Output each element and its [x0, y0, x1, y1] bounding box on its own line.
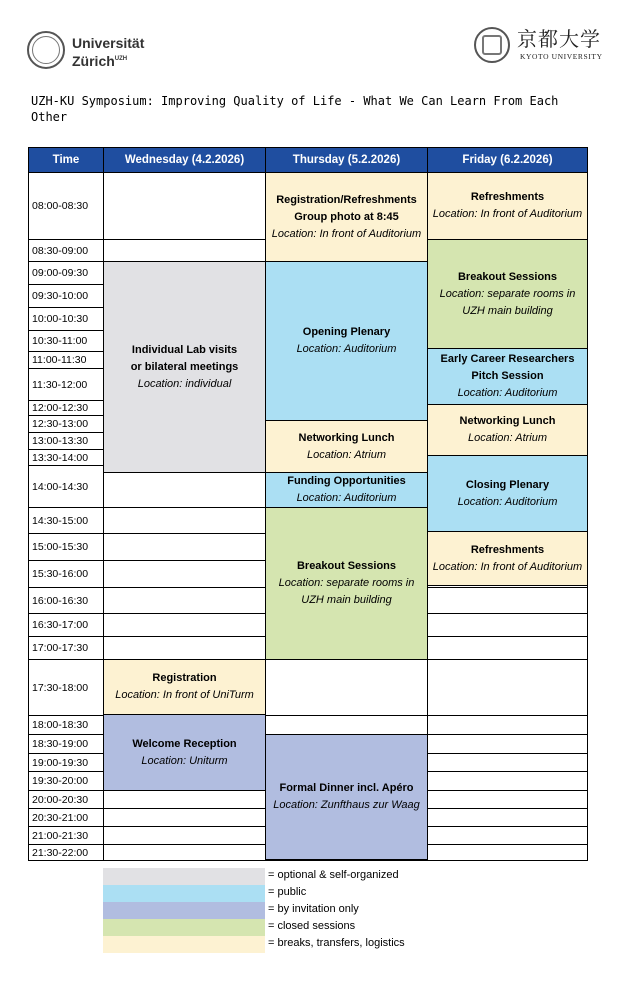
time-cell: 15:00-15:30: [28, 533, 104, 561]
time-cell: 16:30-17:00: [28, 613, 104, 637]
empty-cell: [103, 844, 266, 861]
empty-cell: [103, 172, 266, 240]
legend-swatch-cream: [103, 936, 265, 953]
empty-cell: [427, 613, 588, 637]
legend-label: = by invitation only: [268, 903, 359, 915]
time-cell: 11:00-11:30: [28, 351, 104, 369]
empty-cell: [103, 808, 266, 827]
fri-refreshments2-location: Location: In front of Auditorium: [432, 560, 583, 573]
time-cell: 13:30-14:00: [28, 449, 104, 466]
empty-cell: [427, 734, 588, 754]
time-cell: 14:00-14:30: [28, 465, 104, 508]
empty-cell: [103, 826, 266, 845]
empty-cell: [103, 239, 266, 262]
fri-networking-lunch: [427, 404, 588, 456]
thu-registration: [265, 172, 428, 262]
thu-breakout-location: Location: separate rooms in UZH main building: [278, 577, 415, 606]
fri-refreshments1-location: Location: In front of Auditorium: [432, 208, 583, 220]
thu-breakout-sessions: [265, 507, 428, 660]
empty-cell: [103, 533, 266, 561]
thu-lunch-location: Location: Atrium: [306, 448, 387, 461]
empty-cell: [103, 636, 266, 660]
empty-cell: [427, 844, 588, 861]
time-cell: 09:00-09:30: [28, 261, 104, 285]
time-cell: 12:00-12:30: [28, 400, 104, 416]
time-cell: 09:30-10:00: [28, 284, 104, 308]
thu-funding-title: Funding Opportunities: [287, 475, 406, 487]
legend-swatch-green: [103, 919, 265, 936]
time-cell: 20:00-20:30: [28, 790, 104, 809]
empty-cell: [427, 587, 588, 614]
time-cell: 20:30-21:00: [28, 808, 104, 827]
page-title: UZH-KU Symposium: Improving Quality of Life - What We Can Learn From Each Other: [31, 94, 559, 124]
header-time: Time: [28, 147, 104, 173]
empty-cell: [103, 790, 266, 809]
thu-funding-location: Location: Auditorium: [296, 492, 397, 504]
empty-cell: [427, 790, 588, 809]
time-cell: 17:30-18:00: [28, 659, 104, 716]
time-cell: 13:00-13:30: [28, 432, 104, 450]
fri-early-career-title: Early Career Researchers Pitch Session: [440, 353, 575, 382]
legend-label: = breaks, transfers, logistics: [268, 937, 405, 949]
time-cell: 08:30-09:00: [28, 239, 104, 262]
time-cell: 18:00-18:30: [28, 715, 104, 735]
thu-networking-lunch: [265, 420, 428, 473]
wed-lab-visits-location: Location: individual: [137, 377, 232, 390]
thu-formal-dinner: [265, 734, 428, 860]
empty-cell: [103, 507, 266, 534]
time-cell: 18:30-19:00: [28, 734, 104, 754]
thu-opening-plenary: [265, 261, 428, 421]
empty-cell: [265, 715, 428, 735]
header-thursday: Thursday (5.2.2026): [265, 147, 428, 173]
thu-dinner-title: Formal Dinner incl. Apéro: [279, 782, 414, 794]
fri-refreshments-afternoon: [427, 531, 588, 586]
thu-registration-title: Registration/Refreshments Group photo at 8:45: [276, 193, 417, 223]
legend-label: = public: [268, 886, 307, 898]
thu-opening-title: Opening Plenary: [302, 326, 391, 338]
wed-welcome-reception: [103, 714, 266, 791]
fri-refreshments2-title: Refreshments: [470, 543, 545, 556]
kyoto-logo: [474, 27, 602, 63]
empty-cell: [427, 808, 588, 827]
time-cell: 15:30-16:00: [28, 560, 104, 588]
empty-cell: [427, 715, 588, 735]
time-cell: 17:00-17:30: [28, 636, 104, 660]
empty-cell: [427, 826, 588, 845]
empty-cell: [265, 659, 428, 716]
fri-early-career-pitch: [427, 348, 588, 405]
time-cell: 19:30-20:00: [28, 771, 104, 791]
kyoto-seal-icon: [474, 27, 510, 63]
wed-lab-visits: [103, 261, 266, 473]
fri-breakout-sessions: [427, 239, 588, 349]
fri-breakout-title: Breakout Sessions: [457, 270, 558, 283]
uzh-seal-icon: [27, 31, 65, 69]
time-cell: 16:00-16:30: [28, 587, 104, 614]
time-cell: 08:00-08:30: [28, 172, 104, 240]
uzh-logo-line1: Universität: [72, 35, 145, 51]
wed-welcome-location: Location: Uniturm: [141, 754, 228, 767]
thu-breakout-title: Breakout Sessions: [296, 560, 397, 572]
wed-welcome-title: Welcome Reception: [132, 737, 237, 750]
legend-label: = optional & self-organized: [268, 869, 399, 881]
empty-cell: [103, 560, 266, 588]
wed-registration-title: Registration: [152, 672, 217, 684]
fri-refreshments-morning: [427, 172, 588, 240]
empty-cell: [103, 613, 266, 637]
kyoto-logo-english: KYOTO UNIVERSITY: [520, 52, 603, 61]
fri-early-career-location: Location: Auditorium: [457, 387, 558, 399]
wed-registration-location: Location: In front of UniTurm: [115, 689, 254, 701]
wed-registration: [103, 659, 266, 715]
time-cell: 21:30-22:00: [28, 844, 104, 861]
time-cell: 12:30-13:00: [28, 415, 104, 433]
thu-funding-opportunities: [265, 472, 428, 508]
uzh-logo-line2: Zürich$^{UZH}$: [72, 53, 128, 69]
schedule-table: [28, 147, 588, 860]
kyoto-logo-japanese: 京都大学: [517, 27, 601, 51]
empty-cell: [427, 753, 588, 772]
fri-breakout-location: Location: separate rooms in UZH main building: [439, 287, 576, 317]
empty-cell: [427, 636, 588, 660]
header-wednesday: Wednesday (4.2.2026): [103, 147, 266, 173]
fri-refreshments1-title: Refreshments: [470, 191, 545, 203]
wed-lab-visits-title: Individual Lab visits or bilateral meetings: [130, 343, 239, 373]
time-cell: 10:30-11:00: [28, 330, 104, 352]
legend-swatch-light-blue: [103, 885, 265, 902]
fri-closing-plenary: [427, 455, 588, 532]
thu-dinner-location: Location: Zunfthaus zur Waag: [273, 799, 420, 811]
thu-registration-location: Location: In front of Auditorium: [271, 227, 422, 240]
thu-opening-location: Location: Auditorium: [296, 343, 397, 355]
fri-closing-title: Closing Plenary: [465, 478, 550, 491]
thu-lunch-title: Networking Lunch: [298, 431, 395, 444]
time-cell: 14:30-15:00: [28, 507, 104, 534]
fri-lunch-location: Location: Atrium: [467, 432, 548, 444]
legend-label: = closed sessions: [268, 920, 356, 932]
legend-swatch-violet-blue: [103, 902, 265, 919]
time-cell: 21:00-21:30: [28, 826, 104, 845]
fri-closing-location: Location: Auditorium: [457, 495, 558, 508]
empty-cell: [427, 771, 588, 791]
legend-swatch-grey: [103, 868, 265, 885]
time-cell: 11:30-12:00: [28, 368, 104, 401]
time-cell: 10:00-10:30: [28, 307, 104, 331]
empty-cell: [427, 659, 588, 716]
time-cell: 19:00-19:30: [28, 753, 104, 772]
header-friday: Friday (6.2.2026): [427, 147, 588, 173]
fri-lunch-title: Networking Lunch: [459, 415, 556, 427]
empty-cell: [103, 587, 266, 614]
